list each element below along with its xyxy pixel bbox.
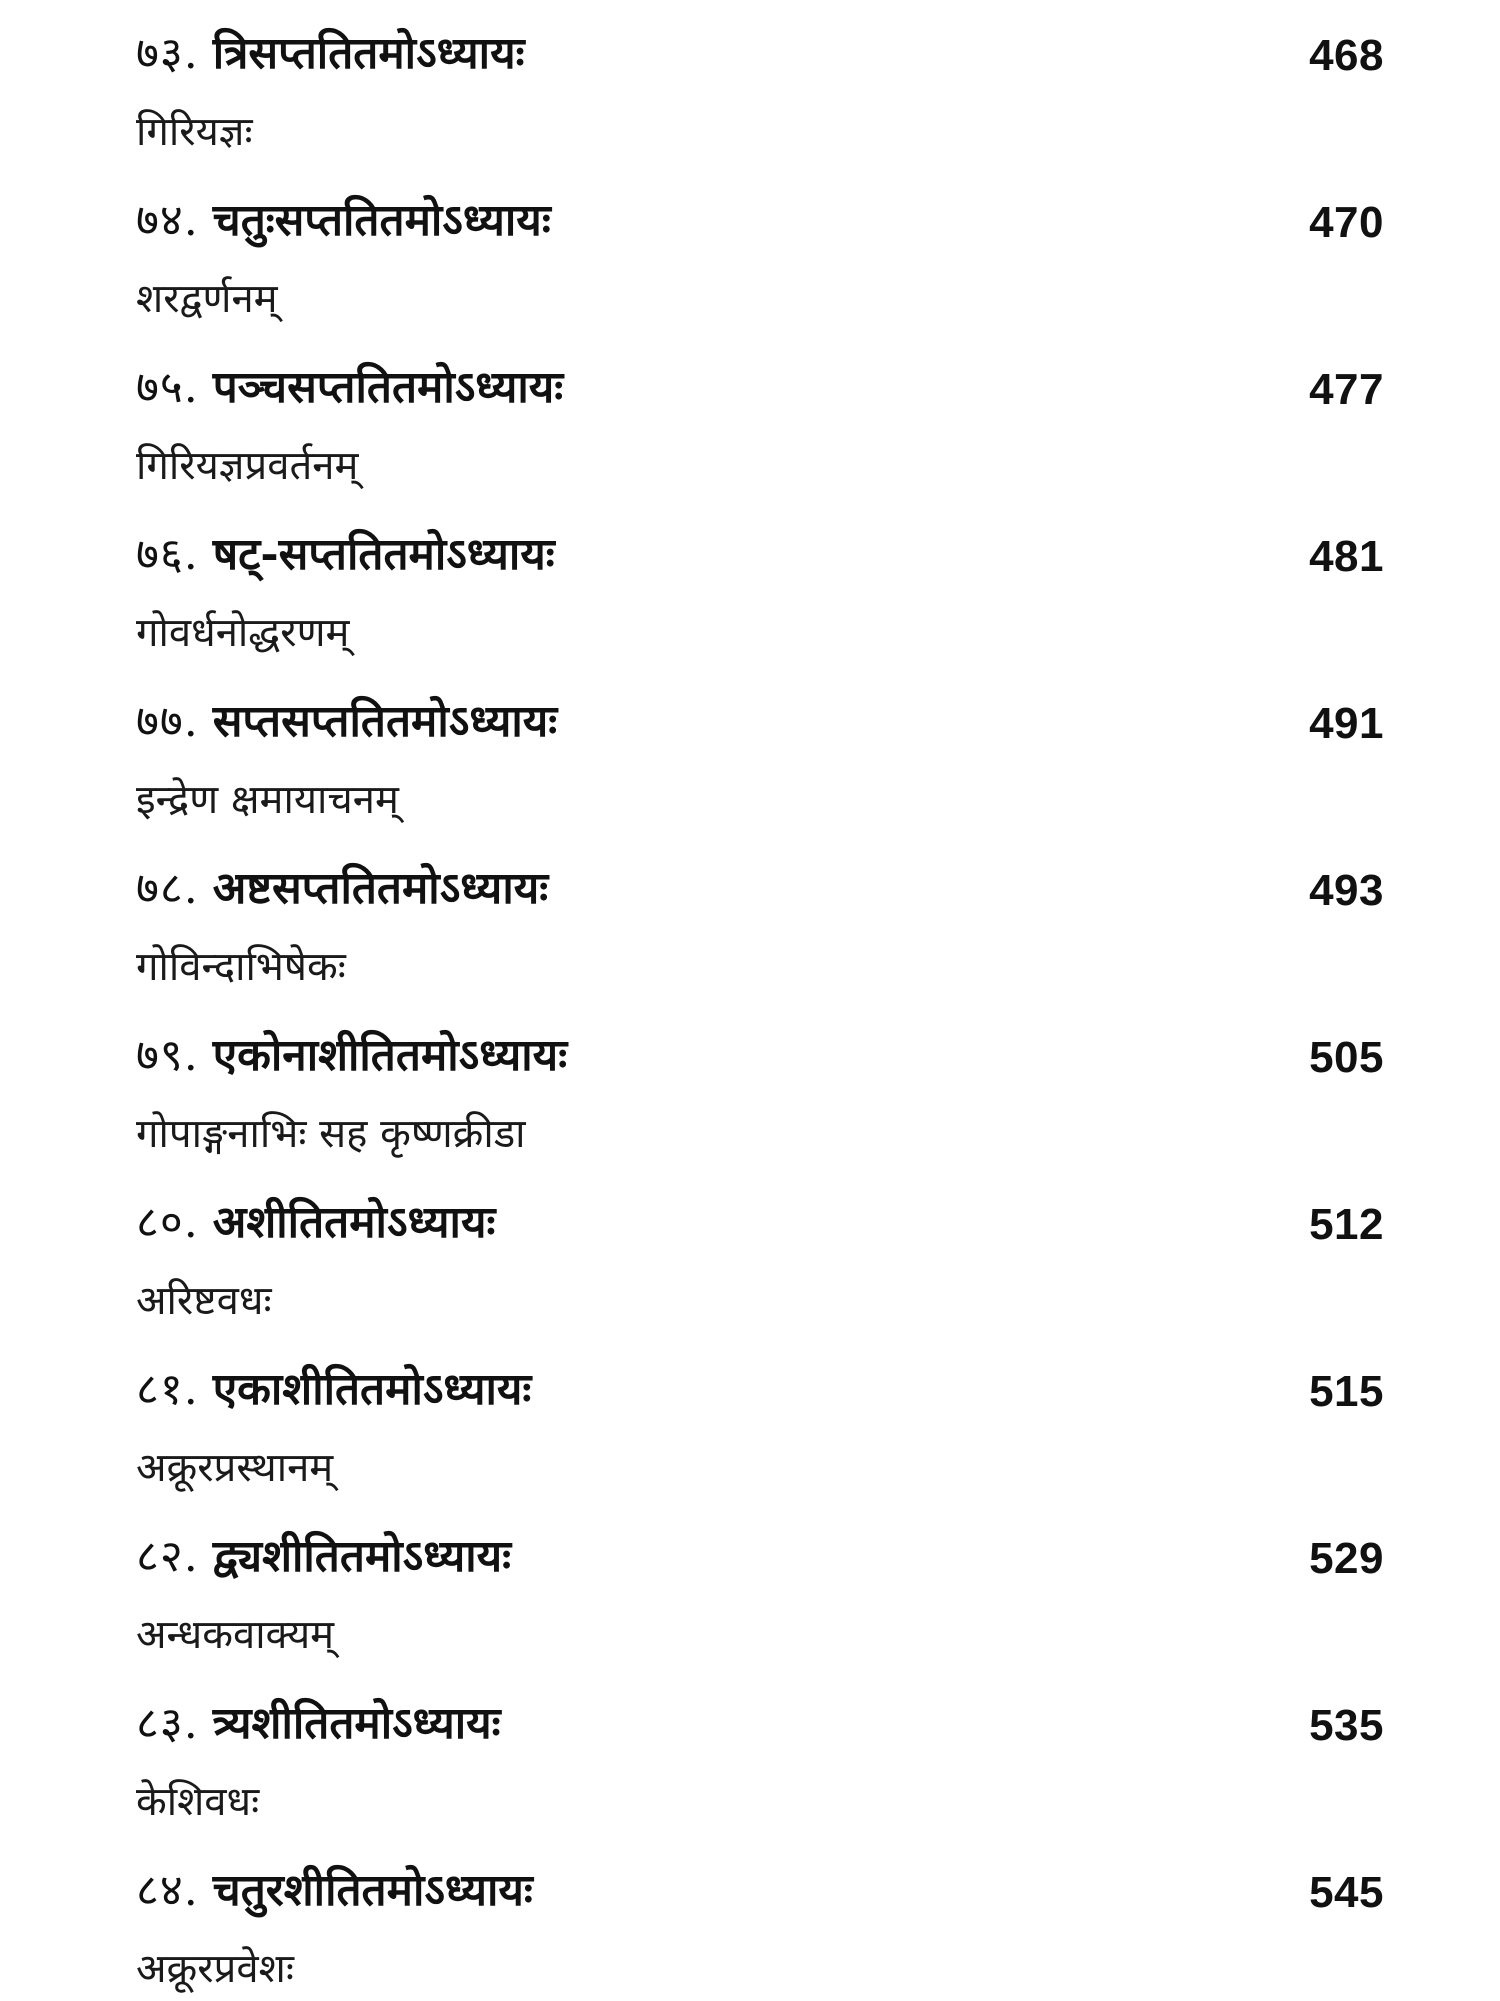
page-number: 535	[1309, 1701, 1384, 1750]
chapter-heading	[136, 356, 563, 420]
chapter-heading	[136, 22, 525, 86]
chapter-subtitle: गोपाङ्गनाभिः सह कृष्णक्रीडा	[136, 1111, 526, 1157]
toc-entry	[0, 1191, 1500, 1359]
chapter-number: ७७.	[136, 696, 199, 747]
chapter-number: ७४.	[136, 195, 199, 246]
chapter-title: पञ्चसप्ततितमोऽध्यायः	[212, 362, 564, 413]
page-number: 477	[1309, 365, 1384, 414]
chapter-subtitle: अक्रूरप्रस्थानम्	[136, 1445, 334, 1491]
chapter-subtitle: अन्धकवाक्यम्	[136, 1612, 335, 1658]
toc-entry	[0, 1859, 1500, 2000]
chapter-heading	[136, 1191, 495, 1255]
page-number: 481	[1309, 532, 1384, 581]
chapter-number: ८१.	[136, 1364, 199, 1415]
page-number: 468	[1309, 31, 1384, 80]
chapter-heading	[136, 1692, 501, 1756]
chapter-number: ८०.	[136, 1197, 199, 1248]
chapter-title: षट्-सप्ततितमोऽध्यायः	[212, 529, 555, 580]
chapter-number: ७३.	[136, 28, 199, 79]
page-number: 493	[1309, 866, 1384, 915]
chapter-title: एकाशीतितमोऽध्यायः	[212, 1364, 532, 1415]
chapter-title: चतुःसप्ततितमोऽध्यायः	[212, 195, 551, 246]
chapter-subtitle: इन्द्रेण क्षमायाचनम्	[136, 777, 399, 823]
chapter-title: त्र्यशीतितमोऽध्यायः	[212, 1698, 501, 1749]
chapter-number: ८३.	[136, 1698, 199, 1749]
chapter-subtitle: अक्रूरप्रवेशः	[136, 1946, 294, 1992]
chapter-subtitle: अरिष्टवधः	[136, 1278, 272, 1324]
chapter-heading	[136, 690, 557, 754]
chapter-title: सप्तसप्ततितमोऽध्यायः	[212, 696, 558, 747]
chapter-number: ७८.	[136, 863, 199, 914]
chapter-title: अष्टसप्ततितमोऽध्यायः	[212, 863, 549, 914]
toc-entry	[0, 523, 1500, 691]
chapter-subtitle: गोवर्धनोद्धरणम्	[136, 610, 350, 656]
toc-entry	[0, 690, 1500, 858]
chapter-number: ७९.	[136, 1030, 199, 1081]
chapter-subtitle: शरद्वर्णनम्	[136, 276, 278, 322]
chapter-number: ७५.	[136, 362, 199, 413]
chapter-heading	[136, 857, 548, 921]
chapter-title: त्रिसप्ततितमोऽध्यायः	[212, 28, 525, 79]
page-number: 491	[1309, 699, 1384, 748]
toc-entry	[0, 22, 1500, 190]
toc-entry	[0, 1692, 1500, 1860]
chapter-number: ८४.	[136, 1865, 199, 1916]
toc-entry	[0, 1525, 1500, 1693]
chapter-heading	[136, 1024, 567, 1088]
toc-entry	[0, 1024, 1500, 1192]
toc-entry	[0, 1358, 1500, 1526]
chapter-heading	[136, 189, 551, 253]
chapter-subtitle: केशिवधः	[136, 1779, 260, 1825]
chapter-heading	[136, 523, 555, 587]
chapter-title: चतुरशीतितमोऽध्यायः	[212, 1865, 533, 1916]
toc-entry	[0, 857, 1500, 1025]
chapter-heading	[136, 1525, 511, 1589]
chapter-number: ८२.	[136, 1531, 199, 1582]
page-number: 515	[1309, 1367, 1384, 1416]
page-number: 529	[1309, 1534, 1384, 1583]
chapter-subtitle: गिरियज्ञप्रवर्तनम्	[136, 443, 359, 489]
chapter-number: ७६.	[136, 529, 199, 580]
chapter-title: एकोनाशीतितमोऽध्यायः	[212, 1030, 568, 1081]
chapter-title: द्व्यशीतितमोऽध्यायः	[212, 1531, 512, 1582]
chapter-heading	[136, 1358, 531, 1422]
page-number: 545	[1309, 1868, 1384, 1917]
toc-entry	[0, 356, 1500, 524]
page-number: 512	[1309, 1200, 1384, 1249]
chapter-title: अशीतितमोऽध्यायः	[212, 1197, 496, 1248]
toc-entry	[0, 189, 1500, 357]
chapter-heading	[136, 1859, 533, 1923]
chapter-subtitle: गोविन्दाभिषेकः	[136, 944, 346, 990]
page-number: 470	[1309, 198, 1384, 247]
page-number: 505	[1309, 1033, 1384, 1082]
chapter-subtitle: गिरियज्ञः	[136, 109, 253, 155]
